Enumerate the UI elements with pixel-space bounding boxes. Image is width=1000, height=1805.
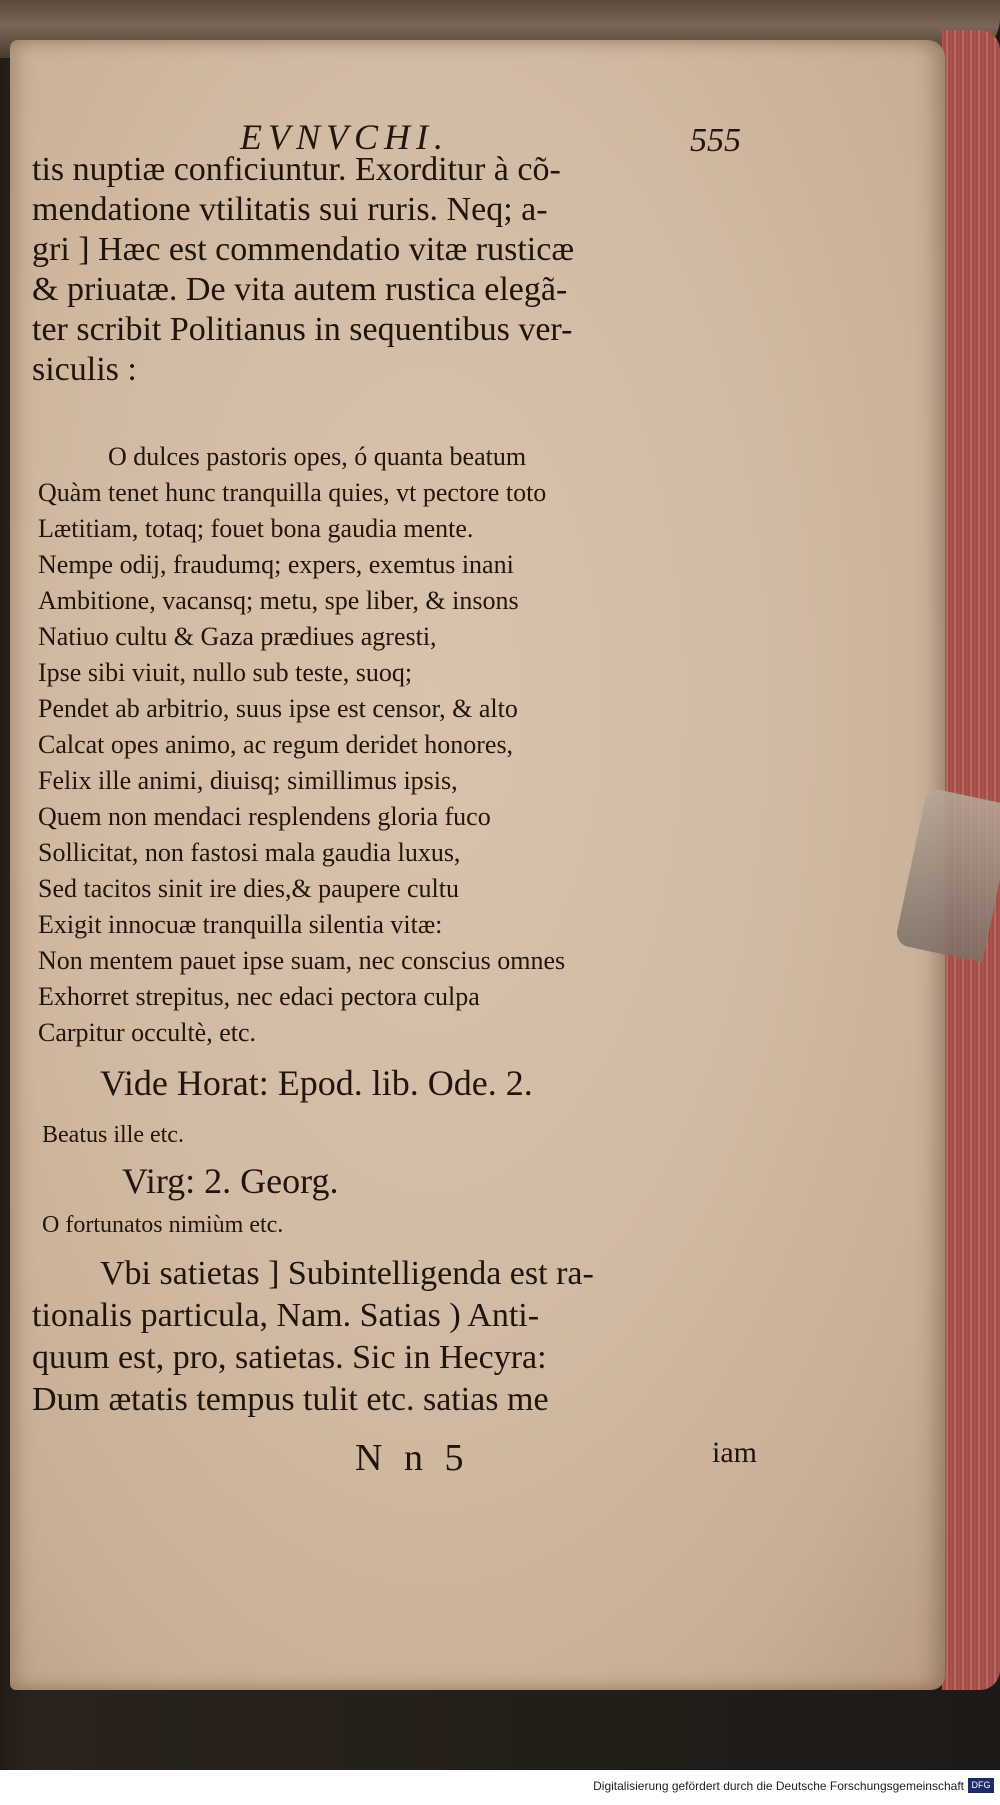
prose-line: quum est, pro, satietas. Sic in Hecyra: [32,1339,547,1376]
verse-line: Exhorret strepitus, nec edaci pectora culpa [38,982,480,1011]
footer-credit: Digitalisierung gefördert durch die Deutsche Forschungsgemeinschaft [593,1779,964,1793]
verse-line: Sollicitat, non fastosi mala gaudia luxus, [38,838,461,867]
virgil-incipit: O fortunatos nimiùm etc. [42,1212,284,1238]
prose-line: ter scribit Politianus in sequentibus ver- [32,311,573,348]
verse-line: Pendet ab arbitrio, suus ipse est censor, & alto [38,694,518,723]
verse-line: O dulces pastoris opes, ó quanta beatum [108,442,527,471]
verse-line: Carpitur occultè, etc. [38,1018,257,1047]
virgil-reference: Virg: 2. Georg. [122,1161,339,1201]
prose-line: Vbi satietas ] Subintelligenda est ra- [100,1255,594,1292]
verse-line: Lætitiam, totaq; fouet bona gaudia mente. [38,514,474,543]
dfg-logo-icon: DFG [968,1778,994,1793]
prose-line: & priuatæ. De vita autem rustica elegã- [32,271,568,308]
page-number: 555 [690,122,741,159]
verse-line: Quem non mendaci resplendens gloria fuco [38,802,491,831]
verse-line: Felix ille animi, diuisq; simillimus ipsis, [38,766,458,795]
prose-line: gri ] Hæc est commendatio vitæ rusticæ [32,231,575,268]
signature-mark: N n 5 [355,1437,470,1479]
catchword: iam [712,1436,757,1469]
prose-line: tis nuptiæ conficiuntur. Exorditur à cõ- [32,151,561,188]
verse-line: Natiuo cultu & Gaza prædiues agresti, [38,622,437,651]
verse-line: Exigit innocuæ tranquilla silentia vitæ: [38,910,443,939]
horace-reference: Vide Horat: Epod. lib. Ode. 2. [100,1063,533,1103]
verse-line: Ambitione, vacansq; metu, spe liber, & insons [38,586,519,615]
prose-line: tionalis particula, Nam. Satias ) Anti- [32,1297,540,1334]
verse-line: Sed tacitos sinit ire dies,& paupere cultu [38,874,459,903]
prose-line: mendatione vtilitatis sui ruris. Neq; a- [32,191,548,228]
verse-line: Quàm tenet hunc tranquilla quies, vt pectore toto [38,478,547,507]
verse-line: Ipse sibi viuit, nullo sub teste, suoq; [38,658,413,687]
running-head: EVNVCHI. [240,117,449,157]
prose-line: Dum ætatis tempus tulit etc. satias me [32,1381,549,1418]
horace-incipit: Beatus ille etc. [42,1122,184,1148]
verse-line: Nempe odij, fraudumq; expers, exemtus inani [38,550,514,579]
verse-line: Non mentem pauet ipse suam, nec conscius omnes [38,946,566,975]
verse-line: Calcat opes animo, ac regum deridet honores, [38,730,514,759]
prose-line: siculis : [32,351,137,388]
